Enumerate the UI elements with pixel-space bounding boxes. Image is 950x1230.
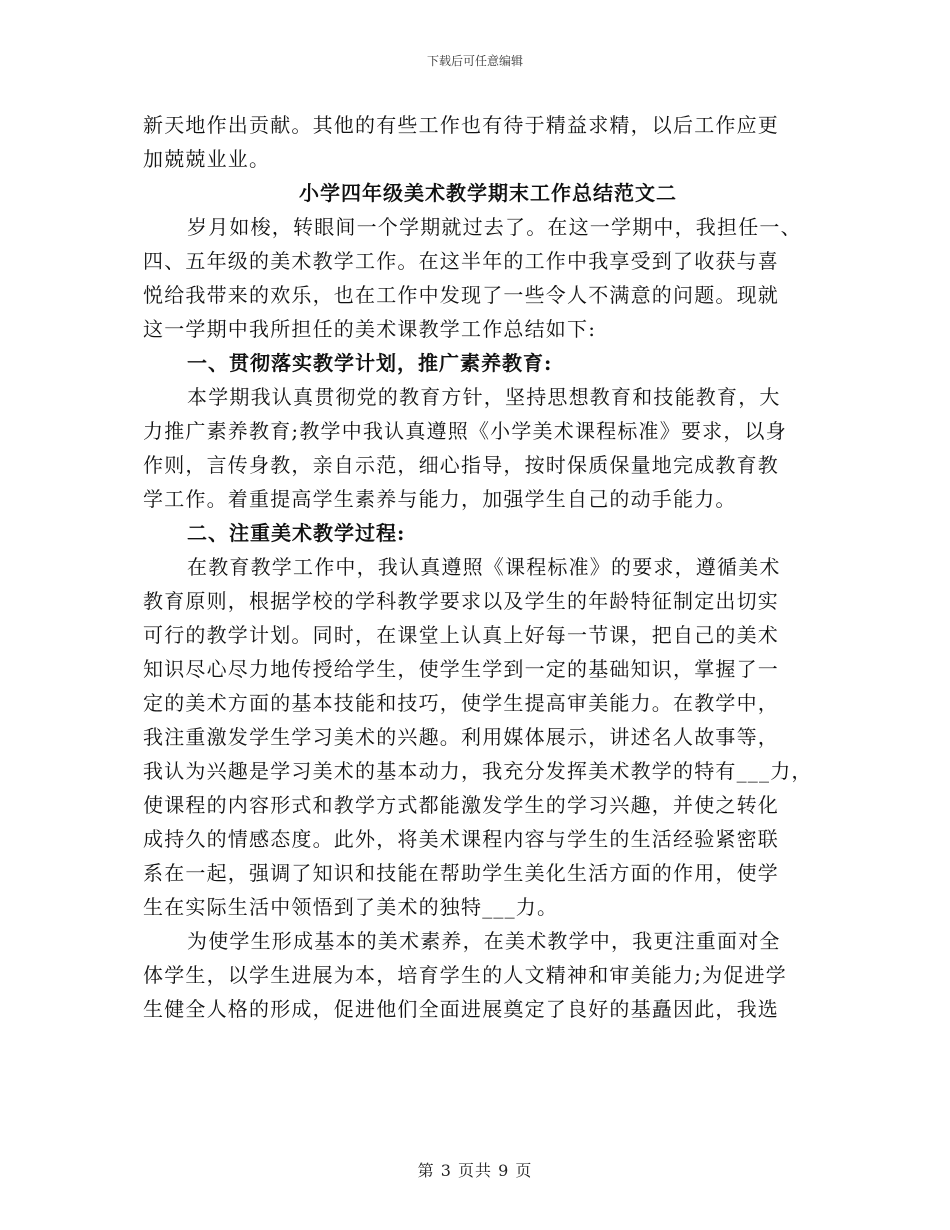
- body-line: 悦给我带来的欢乐，也在工作中发现了一些令人不满意的问题。现就: [143, 283, 779, 307]
- body-line: 教育原则，根据学校的学科教学要求以及学生的年龄特征制定出切实: [143, 589, 779, 613]
- document-body: [143, 108, 823, 1026]
- body-line: 系在一起，强调了知识和技能在帮助学生美化生活方面的作用，使学: [143, 861, 779, 885]
- body-line: 力推广素养教育;教学中我认真遵照《小学美术课程标准》要求，以身: [143, 419, 787, 443]
- paragraph-first-line: 本学期我认真贯彻党的教育方针，坚持思想教育和技能教育，大: [187, 385, 781, 409]
- page-header: 下载后可任意编辑: [426, 54, 523, 68]
- body-line: 使课程的内容形式和教学方式都能激发学生的学习兴趣，并使之转化: [143, 793, 779, 817]
- body-line: 四、五年级的美术教学工作。在这半年的工作中我享受到了收获与喜: [143, 249, 779, 273]
- body-line: 加兢兢业业。: [143, 147, 271, 171]
- paragraph-first-line: 为使学生形成基本的美术素养，在美术教学中，我更注重面对全: [187, 929, 781, 953]
- body-line: 定的美术方面的基本技能和技巧，使学生提高审美能力。在教学中，: [143, 691, 779, 715]
- paragraph-first-line: 在教育教学工作中，我认真遵照《课程标准》的要求，遵循美术: [187, 555, 781, 579]
- page-number: 第 3 页共 9 页: [417, 1161, 533, 1180]
- body-line: 生健全人格的形成，促进他们全面进展奠定了良好的基矗因此，我选: [143, 997, 779, 1021]
- paragraph-first-line: 岁月如梭，转眼间一个学期就过去了。在这一学期中，我担任一、: [187, 215, 802, 239]
- body-line: 这一学期中我所担任的美术课教学工作总结如下:: [143, 317, 597, 341]
- body-line: 作则，言传身教，亲自示范，细心指导，按时保质保量地完成教育教: [143, 453, 779, 477]
- body-line: 体学生，以学生进展为本，培育学生的人文精神和审美能力;为促进学: [143, 963, 787, 987]
- body-line: 生在实际生活中领悟到了美术的独特___力。: [143, 895, 559, 919]
- body-line: 我认为兴趣是学习美术的基本动力，我充分发挥美术教学的特有___力，: [143, 759, 813, 783]
- body-line: 新天地作出贡献。其他的有些工作也有待于精益求精，以后工作应更: [143, 113, 779, 137]
- section-title: 小学四年级美术教学期末工作总结范文二: [299, 181, 677, 205]
- subheading-1: 一、贯彻落实教学计划，推广素养教育:: [187, 351, 553, 375]
- body-line: 成持久的情感态度。此外，将美术课程内容与学生的生活经验紧密联: [143, 827, 779, 851]
- body-line: 可行的教学计划。同时，在课堂上认真上好每一节课，把自己的美术: [143, 623, 779, 647]
- body-line: 知识尽心尽力地传授给学生，使学生学到一定的基础知识，掌握了一: [143, 657, 779, 681]
- body-line: 学工作。着重提高学生素养与能力，加强学生自己的动手能力。: [143, 487, 737, 511]
- subheading-2: 二、注重美术教学过程:: [187, 521, 406, 545]
- body-line: 我注重激发学生学习美术的兴趣。利用媒体展示，讲述名人故事等，: [143, 725, 779, 749]
